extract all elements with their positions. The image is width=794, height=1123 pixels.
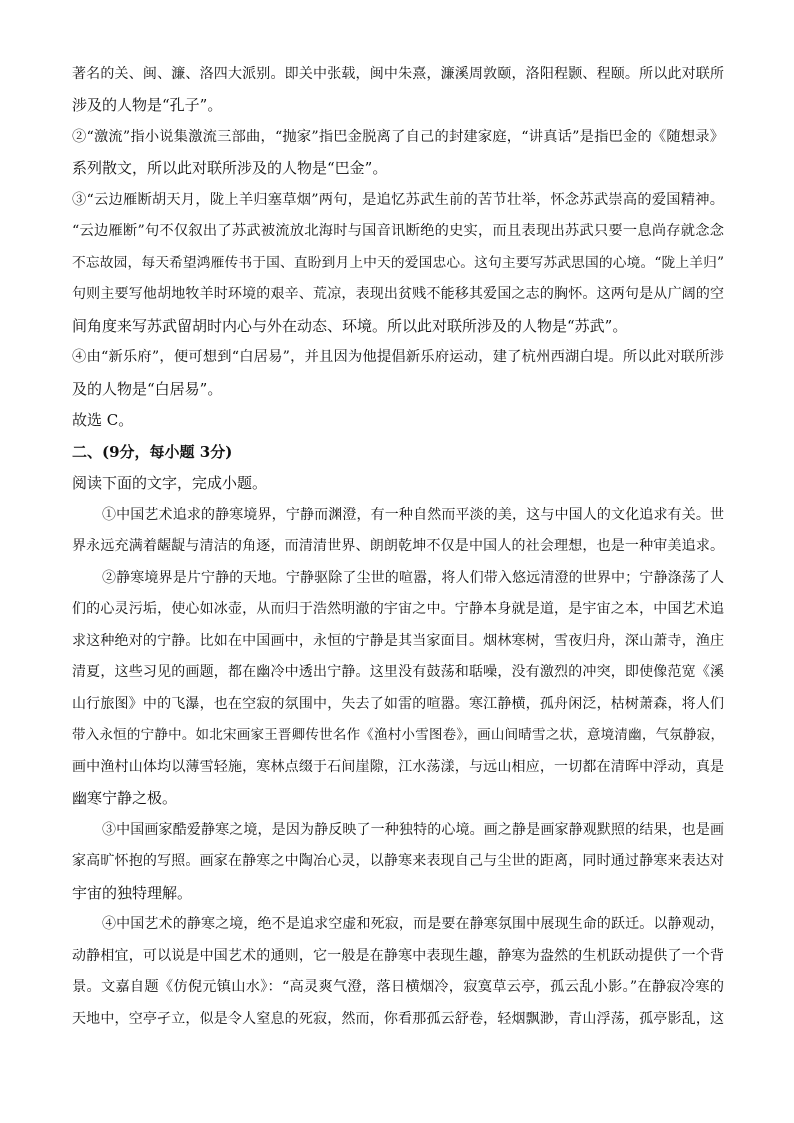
text-line: ④由“新乐府”，便可想到“白居易”，并且因为他提倡新乐府运动，建了杭州西湖白堤。所以此对联所涉	[72, 349, 724, 365]
text-line: 著名的关、闽、濂、洛四大派别。即关中张载，闽中朱熹，濂溪周敦颐，洛阳程颢、程颐。所以此对联所	[72, 66, 724, 82]
text-line: 山行旅图》中的飞瀑，也在空寂的氛围中，失去了如雷的喧嚣。寒江静横，孤舟闲泛，枯树萧森，将人们	[72, 696, 724, 712]
text-line: 间角度来写苏武留胡时内心与外在动态、环境。所以此对联所涉及的人物是“苏武”。	[72, 317, 628, 335]
text-line: “云边雁断”句不仅叙出了苏武被流放北海时与国音讯断绝的史实，而且表现出苏武只要一息尚存就念念	[72, 223, 724, 239]
text-line: 清夏，这些习见的画题，都在幽冷中透出宁静。这里没有鼓荡和聒噪，没有激烈的冲突，即使像范宽《溪	[72, 664, 724, 680]
text-line: 画中渔村山体均以薄雪轻施，寒林点缀于石间崖隙，江水荡漾，与远山相应，一切都在清晖中浮动，真是	[72, 759, 724, 775]
section-heading: 二、(9分，每小题 3分)	[72, 443, 233, 461]
text-line: 句则主要写他胡地牧羊时环境的艰辛、荒凉，表现出贫贱不能移其爱国之志的胸怀。这两句是从广阔的空	[72, 286, 724, 302]
text-line: 家高旷怀抱的写照。画家在静寒之中陶冶心灵，以静寒来表现自己与尘世的距离，同时通过静寒来表达对	[72, 853, 724, 869]
answer-line: 故选 C。	[72, 411, 134, 429]
text-line: 宇宙的独特理解。	[72, 884, 193, 902]
text-line: ④中国艺术的静寒之境，绝不是追求空虚和死寂，而是要在静寒氛围中展现生命的跃迁。以静观动，	[102, 916, 724, 932]
text-line: 及的人物是“白居易”。	[72, 380, 223, 398]
text-line: 涉及的人物是“孔子”。	[72, 96, 223, 114]
text-line: 们的心灵污垢，使心如冰壶，从而归于浩然明澈的宇宙之中。宁静本身就是道，是宇宙之本，中国艺术追	[72, 601, 724, 617]
text-line: ②静寒境界是片宁静的天地。宁静驱除了尘世的喧嚣，将人们带入悠远清澄的世界中；宁静涤荡了人	[102, 570, 724, 586]
text-line: ②“激流”指小说集激流三部曲，“抛家”指巴金脱离了自己的封建家庭，“讲真话”是指巴金的《随想录》	[72, 129, 724, 145]
text-line: 求这种绝对的宁静。比如在中国画中，永恒的宁静是其当家面目。烟林寒树，雪夜归舟，深山萧寺，渔庄	[72, 633, 724, 649]
text-line: 动静相宜，可以说是中国艺术的通则，它一般是在静寒中表现生趣，静寒为盎然的生机跃动提供了一个背	[72, 948, 724, 964]
text-line: ③“云边雁断胡天月，陇上羊归塞草烟”两句，是追忆苏武生前的苦节壮举，怀念苏武崇高的爱国精神。	[72, 192, 724, 208]
text-line: 天地中，空亭孑立，似是令人窒息的死寂，然而，你看那孤云舒卷，轻烟飘渺，青山浮荡，孤亭影乱，这	[72, 1011, 724, 1027]
text-line: 系列散文，所以此对联所涉及的人物是“巴金”。	[72, 159, 388, 177]
text-line: 界永远充满着龌龊与清洁的角逐，而清清世界、朗朗乾坤不仅是中国人的社会理想，也是一种审美追求。	[72, 538, 724, 554]
text-line: ①中国艺术追求的静寒境界，宁静而渊澄，有一种自然而平淡的美，这与中国人的文化追求有关。世	[102, 507, 724, 523]
text-line: 景。文嘉自题《仿倪元镇山水》：“高灵爽气澄，落日横烟冷，寂寞草云亭，孤云乱小影。”在静寂冷寒的	[72, 979, 724, 995]
text-line: 带入永恒的宁静中。如北宋画家王晋卿传世名作《渔村小雪图卷》，画山间晴雪之状，意境清幽，气氛静寂，	[72, 727, 724, 743]
instruction-line: 阅读下面的文字，完成小题。	[72, 474, 268, 492]
text-line: ③中国画家酷爱静寒之境，是因为静反映了一种独特的心境。画之静是画家静观默照的结果，也是画	[102, 822, 724, 838]
text-line: 不忘故园，每天希望鸿雁传书于国、直盼到月上中天的爱国忠心。这句主要写苏武思国的心境。“陇上羊归”	[72, 255, 724, 271]
text-line: 幽寒宁静之极。	[72, 789, 178, 807]
